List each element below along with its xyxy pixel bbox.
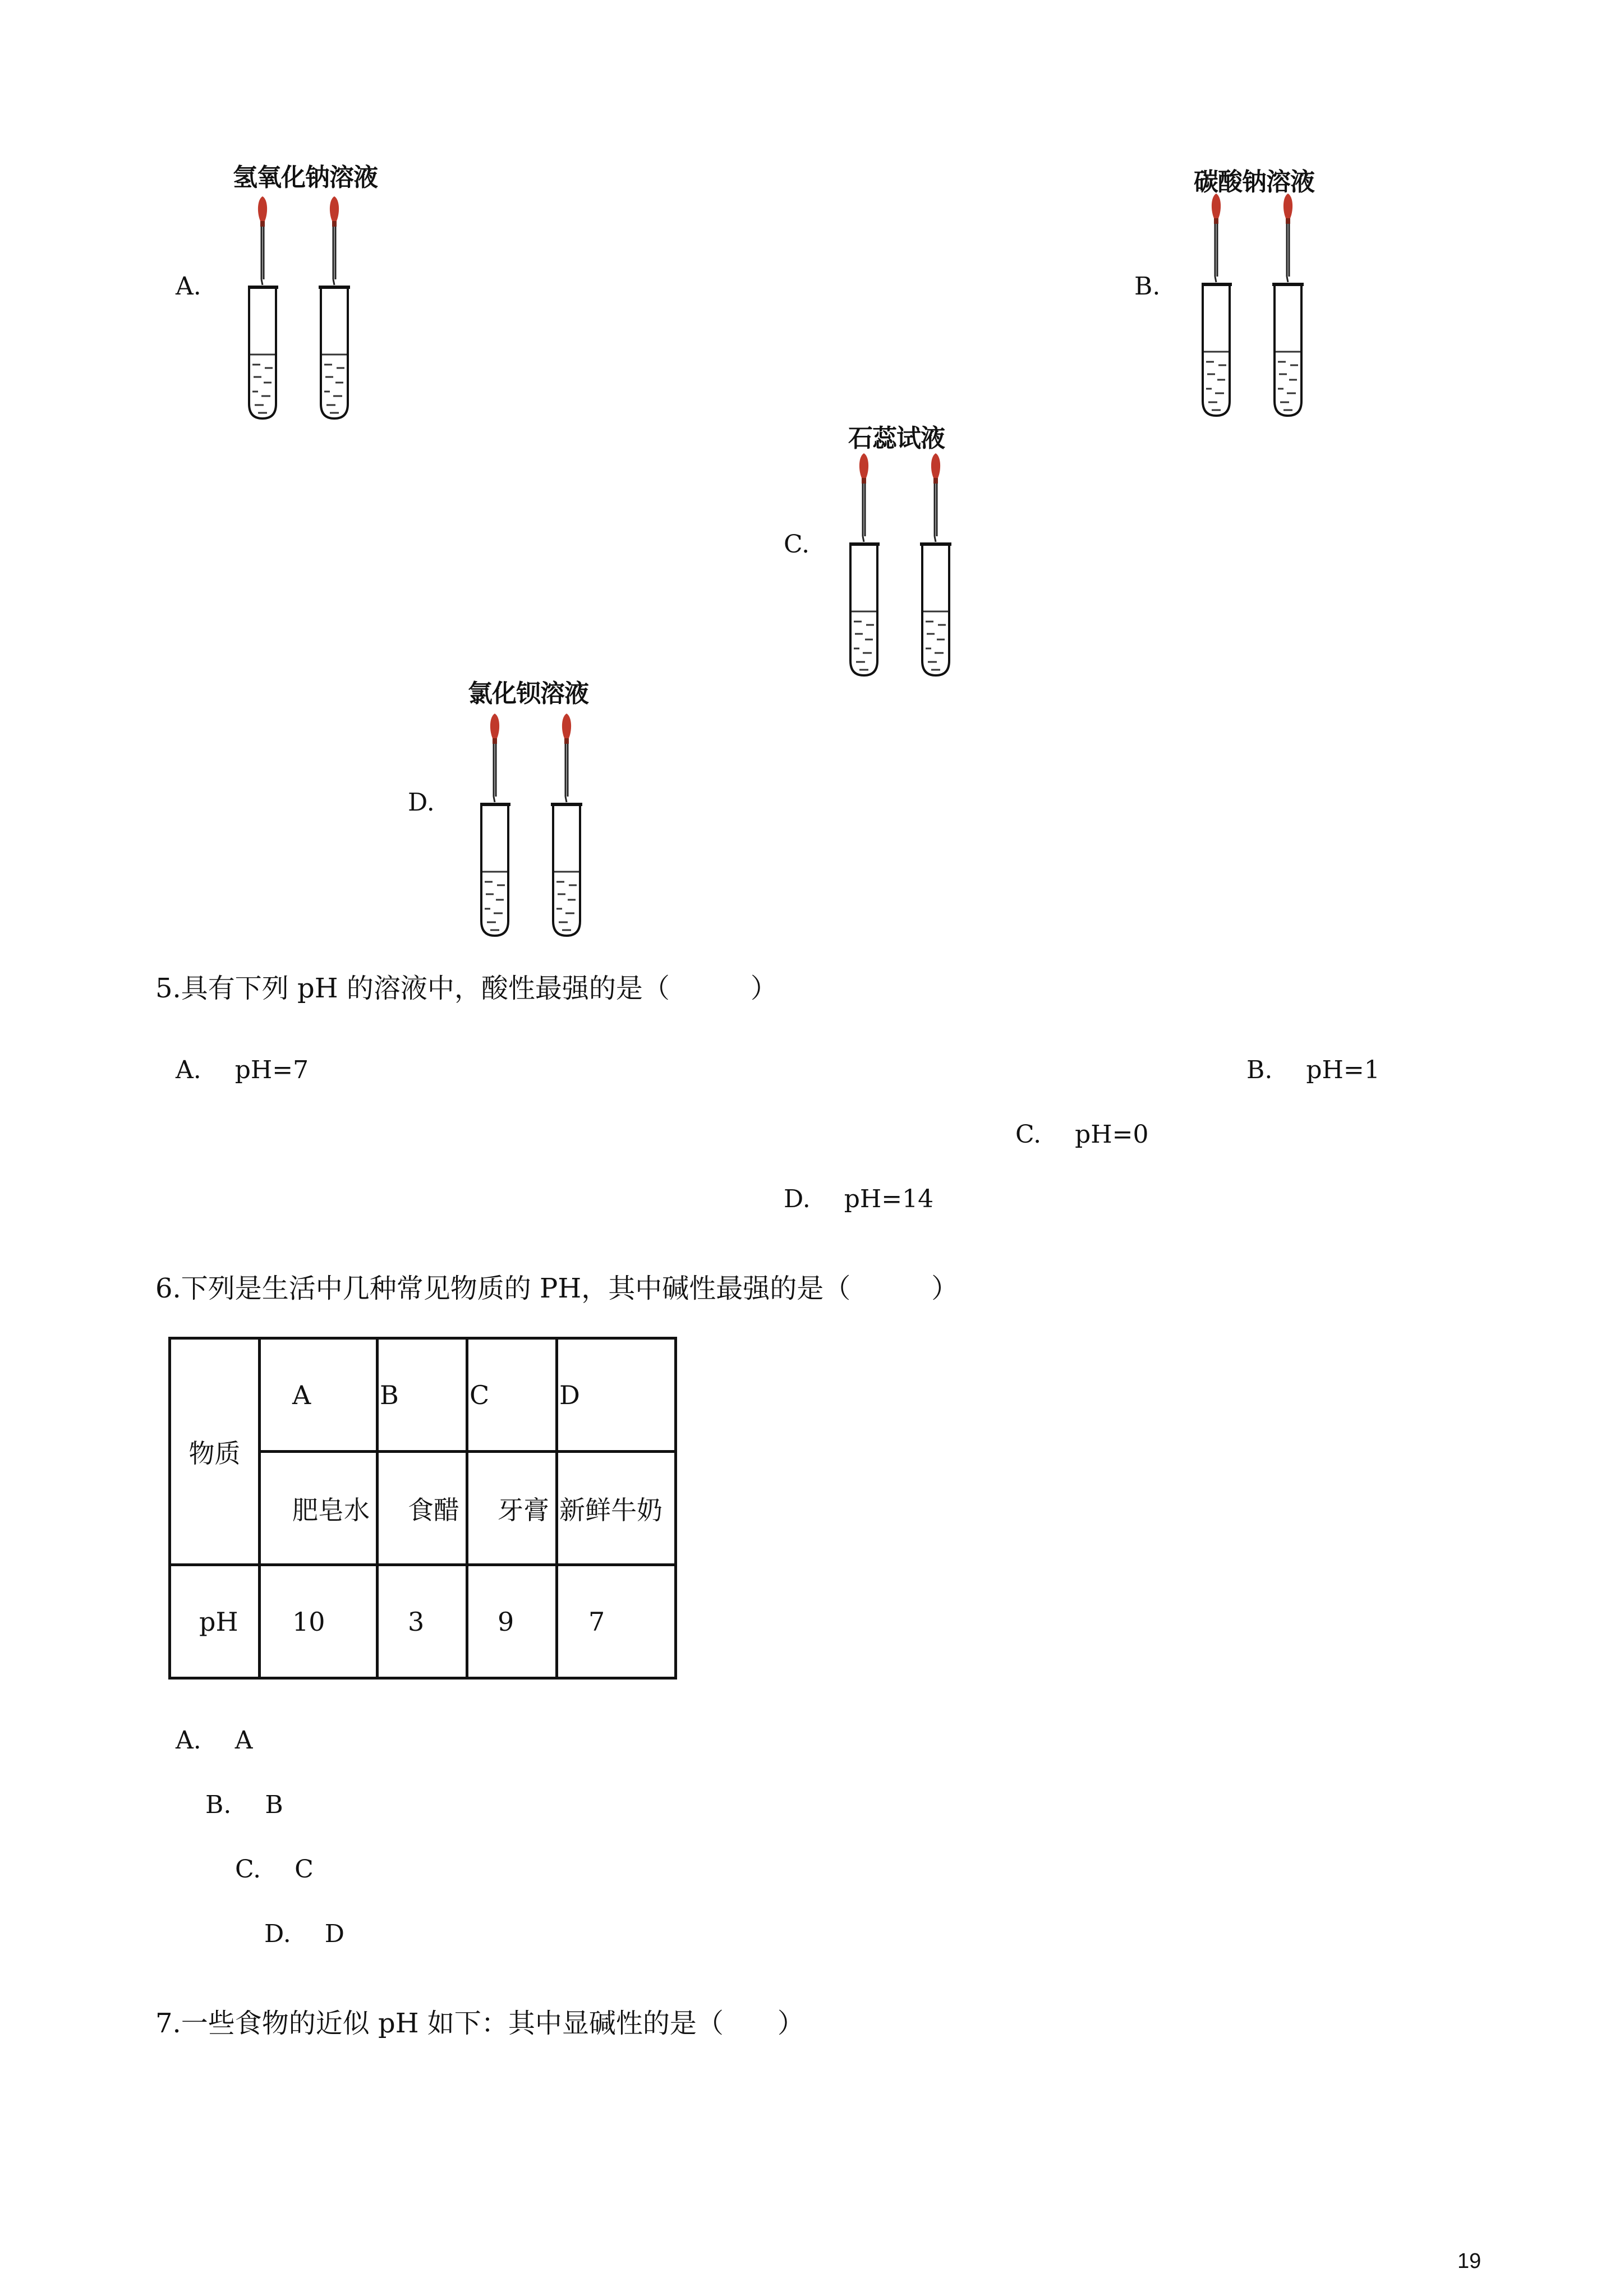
q6-option-c[interactable] — [235, 1855, 314, 1884]
q6-option-b[interactable] — [205, 1791, 283, 1819]
q5-option-b-value: pH=1 — [1306, 1056, 1380, 1084]
table-ph-c: 9 — [467, 1565, 557, 1678]
q4-option-c-tubes-illustration — [843, 453, 955, 678]
q6-option-a-letter: A. — [176, 1726, 201, 1755]
q6-question-text: 6.下列是生活中几种常见物质的 PH，其中碱性最强的是（ ） — [155, 1273, 959, 1304]
q5-option-c-value: pH=0 — [1075, 1120, 1149, 1149]
q6-option-c-letter: C. — [235, 1855, 261, 1884]
q4-option-a-letter[interactable]: A. — [176, 272, 201, 301]
table-substance-d: 新鲜牛奶 — [557, 1452, 676, 1565]
table-substance-a: 肥皂水 — [260, 1452, 378, 1565]
q5-option-c-letter: C. — [1015, 1120, 1042, 1149]
q5-option-c[interactable] — [1015, 1120, 1149, 1149]
q5-option-a-value: pH=7 — [234, 1056, 309, 1084]
q6-option-d-letter: D. — [264, 1920, 291, 1948]
q5-question-text: 5.具有下列 pH 的溶液中，酸性最强的是（ ） — [155, 973, 778, 1004]
q6-option-c-value: C — [295, 1855, 314, 1884]
q6-option-b-value: B — [265, 1791, 283, 1819]
q4-option-b-tubes-illustration — [1195, 194, 1307, 418]
q5-option-d-letter: D. — [784, 1185, 811, 1213]
table-substance-c: 牙膏 — [467, 1452, 557, 1565]
q5-option-d[interactable] — [784, 1185, 933, 1213]
q6-option-d[interactable] — [264, 1920, 344, 1948]
q5-option-b[interactable] — [1246, 1056, 1380, 1084]
q4-option-d-tubes-illustration — [473, 714, 586, 938]
q6-option-a-value: A — [234, 1726, 253, 1755]
q5-option-b-letter: B. — [1246, 1056, 1273, 1084]
q4-option-d-reagent: 氯化钡溶液 — [468, 679, 588, 708]
table-letter-b: B — [378, 1338, 467, 1452]
table-ph-a: 10 — [260, 1565, 378, 1678]
q4-option-b-reagent: 碳酸钠溶液 — [1194, 168, 1314, 196]
table-ph-b: 3 — [378, 1565, 467, 1678]
q4-option-a-reagent: 氢氧化钠溶液 — [233, 163, 378, 192]
table-letter-d: D — [557, 1338, 676, 1452]
q6-option-d-value: D — [324, 1920, 344, 1948]
q4-option-c-reagent: 石蕊试液 — [848, 424, 945, 453]
q6-option-a[interactable] — [176, 1726, 253, 1755]
q5-option-a-letter: A. — [176, 1056, 201, 1084]
table-letter-c: C — [467, 1338, 557, 1452]
q4-option-c-letter[interactable]: C. — [784, 530, 810, 559]
q7-question-text: 7.一些食物的近似 pH 如下：其中显碱性的是（ ） — [155, 2008, 804, 2039]
q6-option-b-letter: B. — [205, 1791, 232, 1819]
q4-option-d-letter[interactable]: D. — [408, 788, 435, 817]
table-header-substance: 物质 — [170, 1338, 260, 1565]
q5-option-a[interactable] — [176, 1056, 309, 1084]
q4-option-a-tubes-illustration — [241, 196, 353, 421]
q5-option-d-value: pH=14 — [844, 1185, 934, 1213]
table-substance-b: 食醋 — [378, 1452, 467, 1565]
page-number: 19 — [1457, 2249, 1482, 2273]
table-header-ph: pH — [170, 1565, 260, 1678]
q4-option-b-letter[interactable]: B. — [1134, 272, 1161, 301]
table-letter-a: A — [260, 1338, 378, 1452]
table-ph-d: 7 — [557, 1565, 676, 1678]
ph-table — [168, 1337, 677, 1680]
